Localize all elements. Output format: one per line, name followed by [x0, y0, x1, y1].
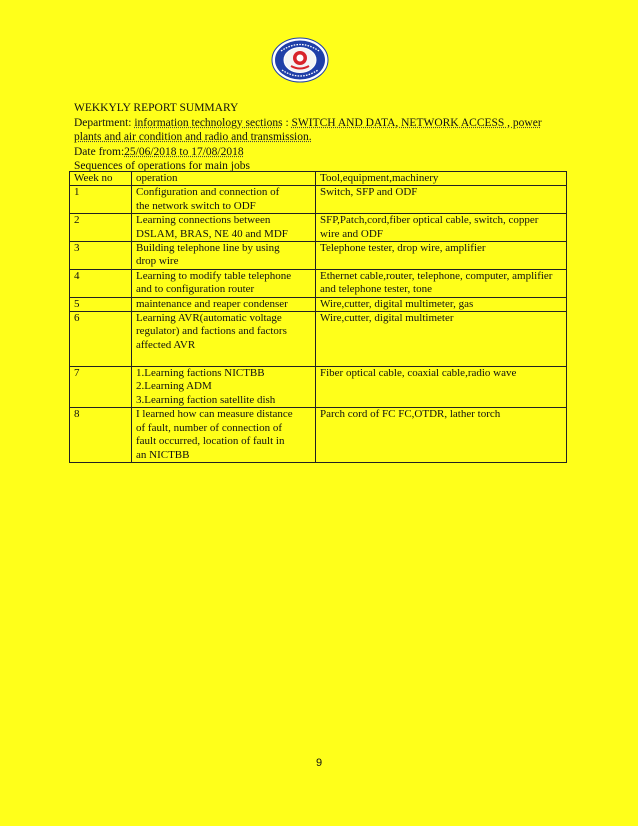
tools-line: Parch cord of FC FC,OTDR, lather torch [320, 408, 501, 421]
table-row [70, 269, 567, 297]
operation-line: I learned how can measure distance [136, 408, 293, 421]
operations-table [69, 171, 567, 463]
operation-line: affected AVR [136, 338, 196, 351]
tools-line: Wire,cutter, digital multimeter [320, 312, 454, 325]
operation-line: Learning connections between [136, 214, 271, 227]
department-line [74, 116, 574, 131]
header-week-no: Week no [70, 172, 132, 186]
operation-cell [132, 214, 316, 242]
tools-cell [316, 312, 567, 367]
operation-cell [132, 186, 316, 214]
week-cell: 7 [70, 367, 132, 408]
operation-cell [132, 242, 316, 270]
department-value: information technology sections [134, 116, 283, 129]
tools-line: wire and ODF [320, 227, 383, 240]
operation-line: an NICTBB [136, 448, 190, 461]
tools-cell [316, 297, 567, 311]
operation-cell [132, 269, 316, 297]
table-row [70, 367, 567, 408]
week-cell: 4 [70, 269, 132, 297]
operation-line: of fault, number of connection of [136, 421, 283, 434]
tools-line: SFP,Patch,cord,fiber optical cable, switch, copper [320, 214, 539, 227]
tools-cell [316, 186, 567, 214]
operation-cell [132, 408, 316, 463]
week-cell: 3 [70, 242, 132, 270]
operation-cell [132, 297, 316, 311]
institution-emblem-icon [271, 37, 329, 83]
operation-line: Learning AVR(automatic voltage [136, 312, 282, 325]
tools-line: Ethernet cable,router, telephone, computer, amplifier [320, 269, 553, 282]
sections-line-2: plants and air condition and radio and transmission. [74, 131, 312, 143]
tools-line: and telephone tester, tone [320, 283, 432, 296]
table-row [70, 242, 567, 270]
operation-line: maintenance and reaper condenser [136, 297, 288, 310]
operation-line: Configuration and connection of [136, 186, 280, 199]
tools-cell [316, 269, 567, 297]
tools-line: Switch, SFP and ODF [320, 186, 418, 199]
tools-cell [316, 214, 567, 242]
sequences-caption: Sequences of operations for main jobs [74, 160, 250, 172]
table-row [70, 214, 567, 242]
table-row [70, 408, 567, 463]
sections-line [74, 130, 574, 145]
operation-line: regulator) and factions and factors [136, 325, 287, 338]
table-row [70, 297, 567, 311]
tools-cell [316, 242, 567, 270]
operation-line: Learning to modify table telephone [136, 269, 292, 282]
department-label: Department: [74, 116, 132, 129]
table-row [70, 312, 567, 367]
page-number: 9 [315, 757, 323, 769]
report-title: WEKKYLY REPORT SUMMARY [74, 102, 239, 114]
week-cell: 6 [70, 312, 132, 367]
tools-line: Fiber optical cable, coaxial cable,radio wave [320, 367, 517, 380]
tools-line: Wire,cutter, digital multimeter, gas [320, 297, 474, 310]
operation-line: 1.Learning factions NICTBB [136, 367, 265, 380]
operation-line: 2.Learning ADM [136, 380, 212, 393]
operation-line: and to configuration router [136, 283, 255, 296]
week-cell: 1 [70, 186, 132, 214]
department-separator: : [282, 116, 292, 129]
tools-line: Telephone tester, drop wire, amplifier [320, 242, 486, 255]
operation-line: 3.Learning faction satellite dish [136, 393, 276, 406]
date-line [74, 145, 574, 160]
report-header [74, 101, 574, 174]
table-row [70, 186, 567, 214]
operation-cell [132, 312, 316, 367]
header-operation: operation [132, 172, 316, 186]
operation-line: drop wire [136, 255, 179, 268]
date-label: Date from: [74, 145, 125, 158]
tools-cell [316, 408, 567, 463]
tools-cell [316, 367, 567, 408]
table-header-row [70, 172, 567, 186]
week-cell: 8 [70, 408, 132, 463]
sections-line-1: SWITCH AND DATA, NETWORK ACCESS , power [291, 116, 542, 129]
operation-line: the network switch to ODF [136, 199, 256, 212]
operation-line: Building telephone line by using [136, 242, 280, 255]
operation-line: fault occurred, location of fault in [136, 435, 285, 448]
week-cell: 5 [70, 297, 132, 311]
week-cell: 2 [70, 214, 132, 242]
operation-cell [132, 367, 316, 408]
date-value: 25/06/2018 to 17/08/2018 [124, 145, 244, 158]
operation-line: DSLAM, BRAS, NE 40 and MDF [136, 227, 288, 240]
header-tools: Tool,equipment,machinery [316, 172, 567, 186]
